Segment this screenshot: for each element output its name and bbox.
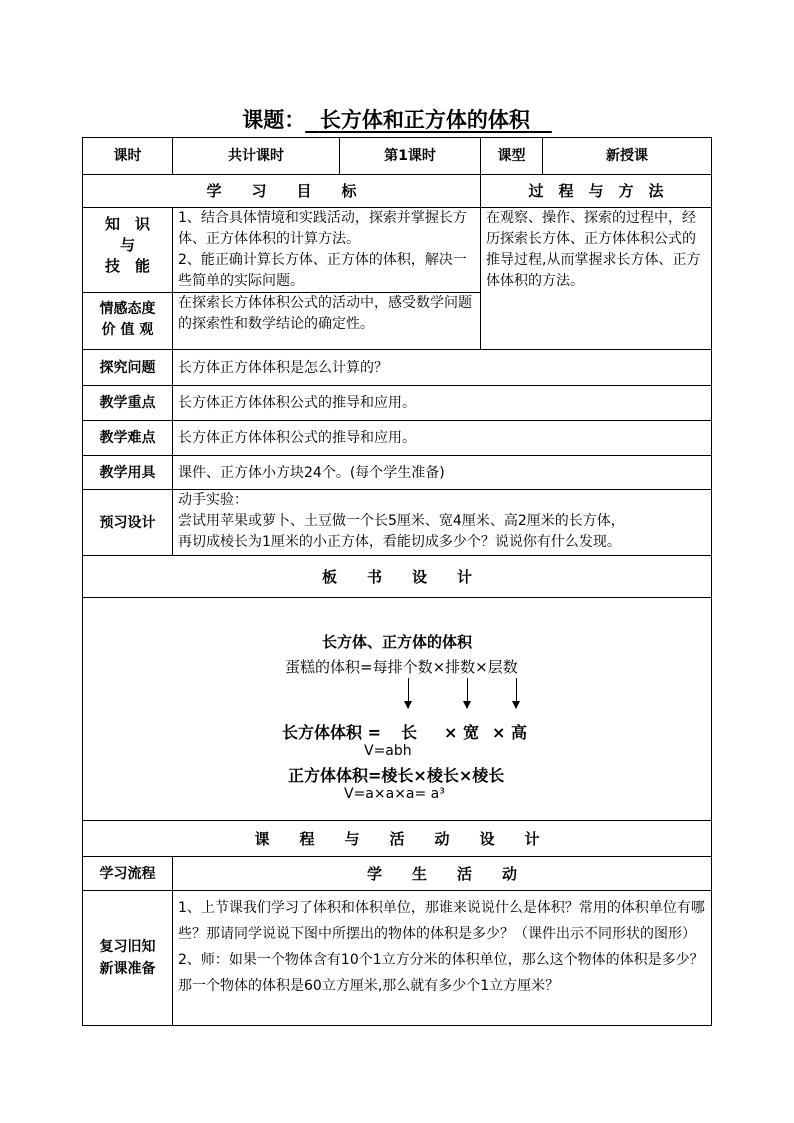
row-text: 长方体正方体体积是怎么计算的？ — [178, 359, 388, 376]
review-label-line: 新课准备 — [99, 961, 156, 977]
formula-label: 长方体体积 = — [282, 723, 381, 742]
activity-heading: 课 程 与 活 动 设 计 — [254, 829, 540, 848]
formula-v-abh: V=abh — [364, 743, 412, 759]
row-label: 教学用具 — [99, 464, 156, 481]
review-text — [178, 895, 708, 999]
emotion-label-line: 价 值 观 — [101, 322, 154, 338]
knowledge-label-line: 与 — [119, 236, 135, 254]
header-ks: 课时 — [113, 148, 142, 164]
grid-line — [711, 137, 712, 1026]
preview-text — [178, 490, 710, 553]
grid-line — [82, 890, 712, 891]
grid-line — [82, 1025, 712, 1026]
formula-l: 长 — [401, 723, 418, 742]
emotion-label-line: 情感态度 — [99, 301, 156, 317]
row-text: 课件、正方体小方块24个。(每个学生准备) — [178, 464, 445, 481]
formula-w: × 宽 — [444, 723, 479, 742]
knowledge-label-line: 知 识 — [104, 215, 150, 233]
flow-activity: 学 生 活 动 — [366, 864, 517, 883]
title-prefix: 课题： — [242, 107, 306, 132]
emotion-text: 在探索长方体体积公式的活动中，感受数学问题的探索性和数学结论的确定性。 — [178, 295, 472, 332]
review-label-line: 复习旧知 — [99, 939, 156, 955]
process-text: 在观察、操作、探索的过程中，经历探索长方体、正方体体积公式的推导过程,从而掌握求长方体、正方体体积的方法。 — [486, 210, 701, 289]
row-text: 长方体正方体体积公式的推导和应用。 — [178, 395, 416, 411]
formula-v-a3: V=a×a×a= a³ — [344, 786, 445, 802]
board-line1: 蛋糕的体积=每排个数×排数×层数 — [285, 658, 518, 676]
preview-line: 再切成棱长为1厘米的小正方体，看能切成多少个？说说你有什么发现。 — [178, 534, 621, 550]
knowledge-label-line: 技 能 — [104, 257, 150, 275]
formula-cube: 正方体体积=棱长×棱长×棱长 — [288, 766, 505, 785]
header-total: 共计课时 — [228, 148, 284, 164]
board-heading: 板 书 设 计 — [321, 567, 472, 586]
review-label — [83, 936, 172, 980]
preview-line: 动手实验： — [178, 492, 248, 508]
knowledge-item: 2、能正确计算长方体、正方体的体积，解决一些简单的实际问题。 — [178, 252, 467, 289]
header-type-label: 课型 — [497, 148, 526, 164]
board-title: 长方体、正方体的体积 — [321, 633, 472, 651]
knowledge-item: 1、结合具体情境和实践活动，探索并掌握长方体、正方体体积的计算方法。 — [178, 210, 467, 247]
header-current: 第1课时 — [384, 148, 436, 164]
review-paragraph: 2、师：如果一个物体含有10个1立方分米的体积单位，那么这个物体的体积是多少？那一个物体的体积是60立方厘米,那么就有多少个1立方厘米？ — [178, 952, 704, 994]
title-topic — [305, 107, 552, 132]
grid-line — [82, 597, 712, 598]
arrow-down-icon — [467, 678, 468, 708]
row-label: 教学难点 — [99, 430, 156, 446]
title-topic-text: 长方体和正方体的体积 — [319, 107, 530, 132]
process-heading: 过 程 与 方 法 — [528, 182, 664, 200]
preview-label: 预习设计 — [99, 514, 156, 531]
grid-line — [172, 207, 173, 555]
knowledge-label — [83, 214, 172, 277]
review-paragraph: 1、上节课我们学习了体积和体积单位，那谁来说说什么是体积？常用的体积单位有哪些？那请同学说说下图中所摆出的物体的体积是多少？（课件出示不同形状的图形） — [178, 900, 705, 942]
knowledge-text — [178, 208, 476, 292]
header-type-value: 新授课 — [606, 148, 648, 164]
formula-h: × 高 — [492, 723, 527, 742]
row-text: 长方体正方体体积公式的推导和应用。 — [178, 430, 416, 446]
flow-label: 学习流程 — [99, 865, 156, 882]
lesson-title — [0, 104, 794, 134]
row-label: 探究问题 — [99, 359, 156, 376]
row-label: 教学重点 — [99, 395, 156, 411]
arrow-down-icon — [408, 678, 409, 708]
emotion-label — [83, 299, 172, 341]
preview-line: 尝试用苹果或萝卜、土豆做一个长5厘米、宽4厘米、高2厘米的长方体， — [178, 513, 625, 529]
arrow-down-icon — [516, 678, 517, 708]
goals-heading: 学 习 目 标 — [206, 182, 357, 200]
